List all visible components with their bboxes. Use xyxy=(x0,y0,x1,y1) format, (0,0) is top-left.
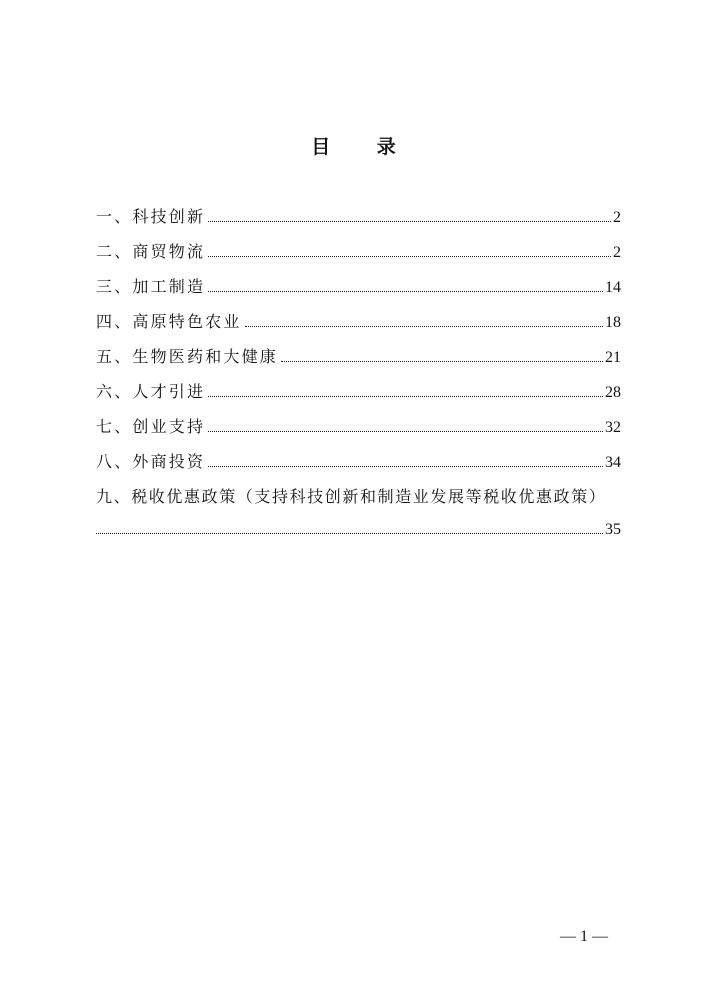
toc-entry-2[interactable] xyxy=(96,241,621,276)
toc-entry-page: 21 xyxy=(605,349,621,366)
toc-entry-label: 六、人才引进 xyxy=(96,382,206,401)
toc-leader-dots xyxy=(208,431,603,432)
toc-entry-label: 二、商贸物流 xyxy=(96,242,206,261)
toc-entry-label: 七、创业支持 xyxy=(96,417,206,436)
toc-entry-4[interactable] xyxy=(96,311,621,346)
toc-entry-label: 五、生物医药和大健康 xyxy=(96,347,279,366)
toc-entry-page: 2 xyxy=(613,244,621,261)
toc-entry-label: 九、税收优惠政策（支持科技创新和制造业发展等税收优惠政策） xyxy=(96,487,607,506)
toc-entry-3[interactable] xyxy=(96,276,621,311)
page-number: — 1 — xyxy=(560,928,608,945)
toc-entry-page: 35 xyxy=(605,521,621,538)
toc-entry-page: 34 xyxy=(605,454,621,471)
toc-entry-6[interactable] xyxy=(96,381,621,416)
toc-entry-page: 14 xyxy=(605,279,621,296)
toc-entry-continuation xyxy=(96,521,621,556)
toc-entry-label: 三、加工制造 xyxy=(96,277,206,296)
toc-leader-dots xyxy=(96,533,603,534)
toc-entry-page: 28 xyxy=(605,384,621,401)
toc-leader-dots xyxy=(245,326,603,327)
toc-entry-page: 32 xyxy=(605,419,621,436)
toc-leader-dots xyxy=(208,396,603,397)
toc-entry-label: 一、科技创新 xyxy=(96,207,206,226)
toc-leader-dots xyxy=(281,361,603,362)
toc-entry-7[interactable] xyxy=(96,416,621,451)
toc-entry-page: 2 xyxy=(613,209,621,226)
toc-leader-dots xyxy=(208,221,611,222)
toc-leader-dots xyxy=(208,291,603,292)
toc-leader-dots xyxy=(208,256,611,257)
toc-entry-label: 八、外商投资 xyxy=(96,452,206,471)
toc-entry-label: 四、高原特色农业 xyxy=(96,312,242,331)
toc-entry-1[interactable] xyxy=(96,206,621,241)
page-title: 目 录 xyxy=(311,136,416,158)
toc-leader-dots xyxy=(208,466,603,467)
toc-entry-9[interactable] xyxy=(96,486,621,556)
toc-entry-page: 18 xyxy=(605,314,621,331)
toc-entry-5[interactable] xyxy=(96,346,621,381)
toc-entry-8[interactable] xyxy=(96,451,621,486)
table-of-contents xyxy=(96,206,621,556)
